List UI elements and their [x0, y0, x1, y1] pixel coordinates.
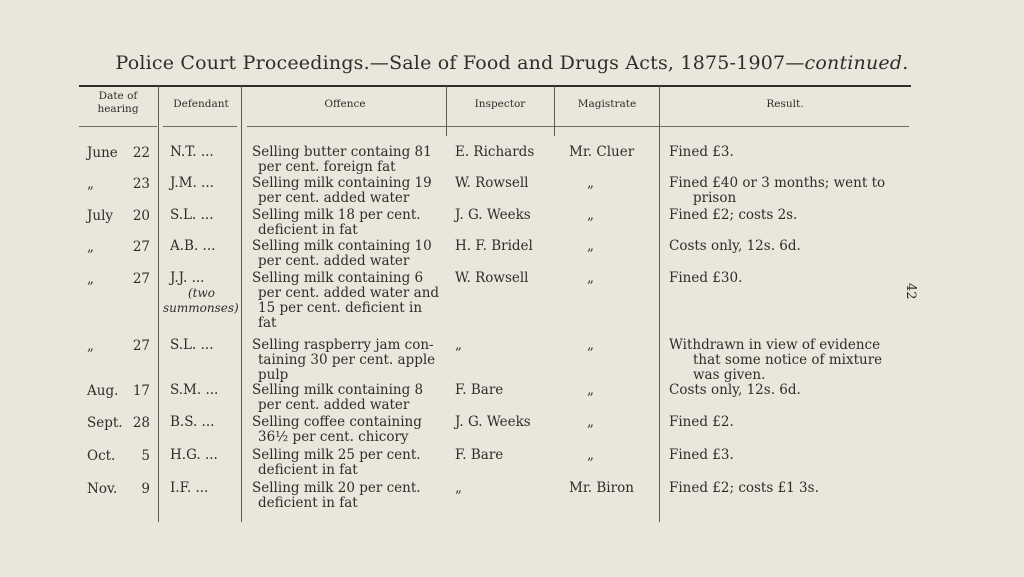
- offence-line: per cent. added water: [258, 253, 410, 269]
- offence-line: Selling milk containing 8: [252, 382, 424, 398]
- inspector: W. Rowsell: [455, 270, 529, 286]
- offence-line: per cent. foreign fat: [258, 159, 396, 175]
- offence-line: taining 30 per cent. apple: [258, 352, 436, 368]
- date-month: „: [87, 176, 94, 192]
- magistrate: „: [587, 270, 594, 286]
- magistrate: „: [587, 447, 594, 463]
- result-line: Fined £2.: [669, 414, 734, 430]
- inspector: „: [455, 480, 462, 496]
- offence-line: 36½ per cent. chicory: [258, 429, 409, 445]
- magistrate: „: [587, 337, 594, 353]
- offence-line: deficient in fat: [258, 495, 358, 511]
- offence-line: fat: [258, 315, 277, 331]
- defendant-note: (two: [188, 286, 215, 300]
- date-month: July: [87, 208, 114, 224]
- result-line: Fined £3.: [669, 447, 734, 463]
- date-month: Aug.: [87, 383, 119, 399]
- header-rule: [163, 126, 237, 127]
- header-result: Result.: [766, 98, 804, 110]
- title-text: Police Court Proceedings.—Sale of Food and Drugs Acts, 1875-1907—: [115, 52, 805, 74]
- defendant-note: summonses): [163, 301, 239, 315]
- offence-line: Selling milk containing 6: [252, 270, 424, 286]
- result-line: Fined £40 or 3 months; went to: [669, 175, 886, 191]
- inspector: H. F. Bridel: [455, 238, 533, 254]
- result-line: Fined £3.: [669, 144, 734, 160]
- inspector: E. Richards: [455, 144, 535, 160]
- date-month: „: [87, 239, 94, 255]
- date-day: 22: [132, 145, 150, 161]
- date-day: 20: [132, 208, 150, 224]
- date-day: 5: [141, 448, 150, 464]
- defendant: J.J. ...: [170, 270, 205, 286]
- inspector: W. Rowsell: [455, 175, 529, 191]
- defendant: S.L. ...: [170, 207, 214, 223]
- title-italic: continued.: [804, 52, 909, 74]
- inspector: J. G. Weeks: [455, 414, 531, 430]
- header-rule: [247, 126, 909, 127]
- inspector: F. Bare: [455, 447, 504, 463]
- date-day: 27: [132, 338, 150, 354]
- column-divider: [158, 86, 159, 522]
- column-divider: [554, 86, 555, 136]
- magistrate: „: [587, 207, 594, 223]
- date-day: 23: [132, 176, 150, 192]
- result-line: Fined £2; costs £1 3s.: [669, 480, 819, 496]
- offence-line: Selling milk 20 per cent.: [252, 480, 421, 496]
- defendant: H.G. ...: [170, 447, 218, 463]
- inspector: F. Bare: [455, 382, 504, 398]
- date-day: 17: [132, 383, 150, 399]
- header-date: Date of hearing: [97, 90, 139, 115]
- result-line: Costs only, 12s. 6d.: [669, 382, 801, 398]
- result-line: Withdrawn in view of evidence: [669, 337, 881, 353]
- column-divider: [446, 86, 447, 136]
- column-divider: [659, 86, 660, 522]
- date-month: Oct.: [87, 448, 116, 464]
- date-day: 27: [132, 239, 150, 255]
- header-defendant: Defendant: [173, 98, 229, 110]
- table-top-rule: [79, 85, 911, 87]
- defendant: I.F. ...: [170, 480, 209, 496]
- date-month: Sept.: [87, 415, 123, 431]
- defendant: S.L. ...: [170, 337, 214, 353]
- defendant: N.T. ...: [170, 144, 214, 160]
- magistrate: „: [587, 414, 594, 430]
- offence-line: deficient in fat: [258, 222, 358, 238]
- result-line: Fined £2; costs 2s.: [669, 207, 798, 223]
- result-line: prison: [693, 190, 737, 206]
- header-magistrate: Magistrate: [577, 98, 637, 110]
- result-line: was given.: [693, 367, 766, 383]
- result-line: that some notice of mixture: [693, 352, 883, 368]
- defendant: B.S. ...: [170, 414, 215, 430]
- defendant: J.M. ...: [170, 175, 214, 191]
- date-month: June: [87, 145, 118, 161]
- magistrate: „: [587, 382, 594, 398]
- column-divider: [241, 86, 242, 522]
- inspector: „: [455, 337, 462, 353]
- offence-line: per cent. added water: [258, 397, 410, 413]
- header-inspector: Inspector: [474, 98, 526, 110]
- offence-line: per cent. added water: [258, 190, 410, 206]
- date-month: Nov.: [87, 481, 118, 497]
- result-line: Costs only, 12s. 6d.: [669, 238, 801, 254]
- defendant: A.B. ...: [170, 238, 216, 254]
- defendant: S.M. ...: [170, 382, 219, 398]
- offence-line: pulp: [258, 367, 289, 383]
- magistrate: „: [587, 238, 594, 254]
- magistrate: Mr. Cluer: [569, 144, 635, 160]
- offence-line: Selling milk 18 per cent.: [252, 207, 421, 223]
- offence-line: 15 per cent. deficient in: [258, 300, 423, 316]
- page-title: [0, 52, 1024, 74]
- date-day: 28: [132, 415, 150, 431]
- magistrate: „: [587, 175, 594, 191]
- offence-line: Selling milk containing 10: [252, 238, 432, 254]
- offence-line: Selling milk 25 per cent.: [252, 447, 421, 463]
- result-line: Fined £30.: [669, 270, 743, 286]
- header-offence: Offence: [324, 98, 366, 110]
- header-rule: [79, 126, 157, 127]
- date-month: „: [87, 338, 94, 354]
- offence-line: Selling butter containg 81: [252, 144, 432, 160]
- page-number: 42: [903, 283, 918, 300]
- offence-line: per cent. added water and: [258, 285, 440, 301]
- date-day: 9: [141, 481, 150, 497]
- offence-line: Selling raspberry jam con-: [252, 337, 434, 353]
- inspector: J. G. Weeks: [455, 207, 531, 223]
- date-month: „: [87, 271, 94, 287]
- offence-line: Selling coffee containing: [252, 414, 422, 430]
- date-day: 27: [132, 271, 150, 287]
- offence-line: deficient in fat: [258, 462, 358, 478]
- magistrate: Mr. Biron: [569, 480, 634, 496]
- offence-line: Selling milk containing 19: [252, 175, 432, 191]
